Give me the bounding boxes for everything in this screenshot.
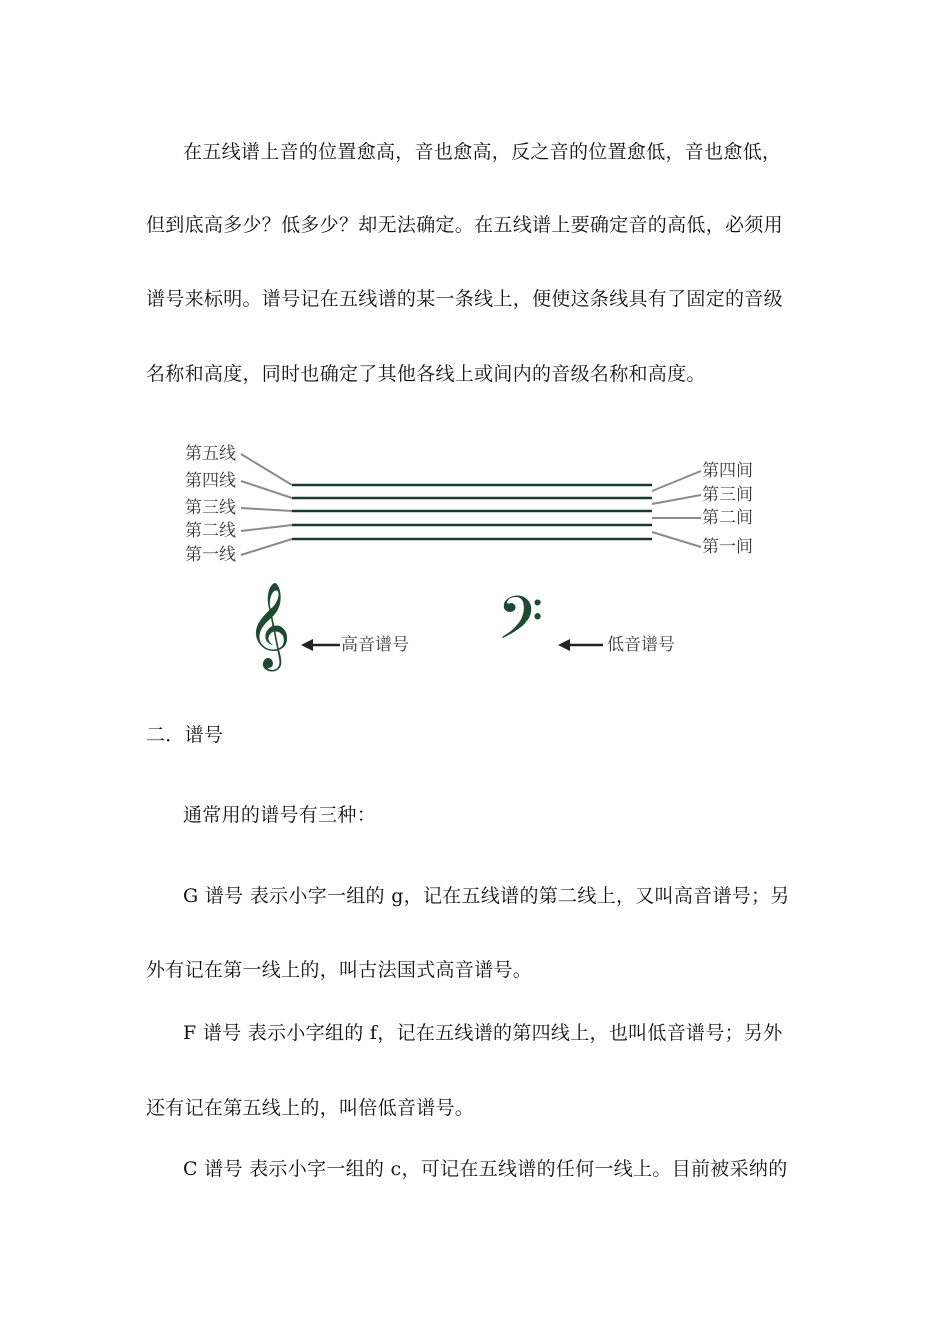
label-line-3: 第三线	[185, 498, 236, 518]
label-space-2: 第二间	[702, 508, 753, 528]
paragraph1-line3: 谱号来标明。谱号记在五线谱的某一条线上，便使这条线具有了固定的音级	[146, 288, 783, 310]
intro-text: 通常用的谱号有三种：	[183, 804, 377, 826]
label-space-1: 第一间	[702, 537, 753, 557]
staff	[292, 485, 652, 539]
bass-clef-label: 低音谱号	[607, 635, 675, 655]
treble-clef-icon: 𝄞	[247, 582, 291, 668]
label-line-4: 第四线	[185, 471, 236, 491]
bass-clef-icon: 𝄢	[497, 583, 544, 667]
label-space-3: 第三间	[702, 485, 753, 505]
leader-space-3	[652, 495, 701, 504]
staff-diagram	[175, 430, 775, 680]
bass-arrow	[558, 639, 603, 651]
leader-space-1	[652, 532, 701, 547]
c-clef-line1: C 谱号 表示小字一组的 c，可记在五线谱的任何一线上。目前被采纳的	[183, 1158, 788, 1180]
f-clef-line1: F 谱号 表示小字组的 f，记在五线谱的第四线上，也叫低音谱号；另外	[183, 1022, 783, 1044]
label-line-1: 第一线	[185, 545, 236, 565]
leader-staff-line-4	[241, 481, 292, 498]
paragraph1-line1: 在五线谱上音的位置愈高，音也愈高，反之音的位置愈低，音也愈低，	[183, 141, 782, 163]
paragraph1-line4: 名称和高度，同时也确定了其他各线上或间内的音级名称和高度。	[146, 363, 706, 385]
label-line-5: 第五线	[185, 444, 236, 464]
g-clef-line2: 外有记在第一线上的，叫古法国式高音谱号。	[146, 959, 533, 981]
leader-space-4	[652, 471, 701, 491]
leader-staff-line-5	[241, 454, 292, 485]
leader-staff-line-1	[241, 539, 292, 555]
g-clef-line1: G 谱号 表示小字一组的 g，记在五线谱的第二线上，又叫高音谱号；另	[183, 885, 790, 907]
paragraph1-line2: 但到底高多少？低多少？却无法确定。在五线谱上要确定音的高低，必须用	[146, 214, 783, 236]
treble-clef-label: 高音谱号	[341, 635, 409, 655]
leader-staff-line-3	[241, 508, 292, 511]
label-line-2: 第二线	[185, 521, 236, 541]
f-clef-line2: 还有记在第五线上的，叫倍低音谱号。	[146, 1097, 475, 1119]
section-heading: 二．谱号	[146, 724, 224, 746]
treble-arrow	[301, 639, 340, 651]
label-space-4: 第四间	[702, 461, 753, 481]
leader-staff-line-2	[241, 525, 292, 531]
